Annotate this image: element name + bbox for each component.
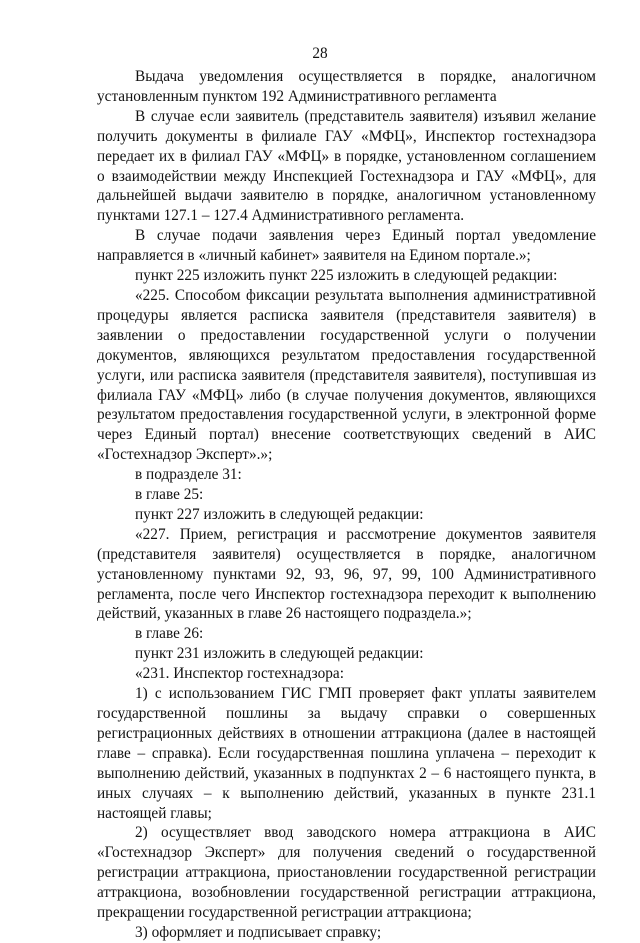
paragraph-notice-issuance: Выдача уведомления осуществляется в порядке, аналогичном установленным пунктом 192 Административного регламента: [97, 68, 596, 105]
paragraph-item-225-intro: пункт 225 изложить пункт 225 изложить в следующей редакции:: [135, 267, 558, 285]
paragraph-portal-notice: В случае подачи заявления через Единый портал уведомление направляется в «личный кабинет» заявителя на Едином портале.»;: [97, 227, 596, 265]
paragraph-subitem-3: 3) оформляет и подписывает справку;: [135, 923, 382, 941]
paragraph-subitem-2: 2) осуществляет ввод заводского номера аттракциона в АИС «Гостехнадзор Эксперт» для получения сведений о государственной регистрации аттракциона, приостановлении государственной регистрации аттракциона, возобновлении государственной регистрации аттракциона, прекращении государственной регистрации аттракциона;: [97, 824, 596, 922]
paragraph-chapter-26: в главе 26:: [135, 625, 204, 643]
paragraph-mfc-delivery: В случае если заявитель (представитель заявителя) изъявил желание получить документы в филиале ГАУ «МФЦ», Инспектор гостехнадзора передает их в филиал ГАУ «МФЦ» в порядке, установленном соглашением о взаимодействии между Инспекцией Гостехнадзора и ГАУ «МФЦ», для дальнейшей выдачи заявителю в порядке, аналогичном установленному пунктами 127.1 – 127.4 Административного регламента.: [97, 107, 596, 225]
paragraph-subsection-31: в подразделе 31:: [135, 466, 242, 484]
paragraph-subitem-1: 1) с использованием ГИС ГМП проверяет факт уплаты заявителем государственной пошлины за выдачу справки о совершенных регистрационных действиях в отношении аттракциона (далее в настоящей главе – справка). Если государственная пошлина уплачена – переходит к выполнению действий, указанных в подпунктах 2 – 6 настоящего пункта, в иных случаях – к выполнению действий, указанных в пункте 231.1 настоящей главы;: [97, 685, 596, 822]
document-body: [97, 67, 596, 943]
paragraph-item-231-intro: пункт 231 изложить в следующей редакции:: [135, 645, 424, 663]
paragraph-item-225-text: «225. Способом фиксации результата выполнения административной процедуры является расписка заявителя (представителя заявителя) в заявлении о предоставлении государственной услуги о получении документов, являющихся результатом предоставления государственной услуги, или расписка заявителя (представителя заявителя), поступившая из филиала ГАУ «МФЦ» либо (в случае получения документов, являющихся результатом предоставления государственной услуги, в электронной форме через Единый портал) внесение соответствующих сведений в АИС «Гостехнадзор Эксперт».»;: [97, 286, 596, 464]
paragraph-chapter-25: в главе 25:: [135, 486, 204, 504]
paragraph-item-227-text: «227. Прием, регистрация и рассмотрение документов заявителя (представителя заявителя) осуществляется в порядке, аналогичном установленному пунктами 92, 93, 96, 97, 99, 100 Административного регламента, после чего Инспектор гостехнадзора переходит к выполнению действий, указанных в главе 26 настоящего подраздела.»;: [97, 525, 596, 623]
paragraph-item-227-intro: пункт 227 изложить в следующей редакции:: [135, 505, 424, 523]
page-number: 28: [312, 45, 328, 62]
paragraph-item-231-text: «231. Инспектор гостехнадзора:: [135, 665, 344, 683]
